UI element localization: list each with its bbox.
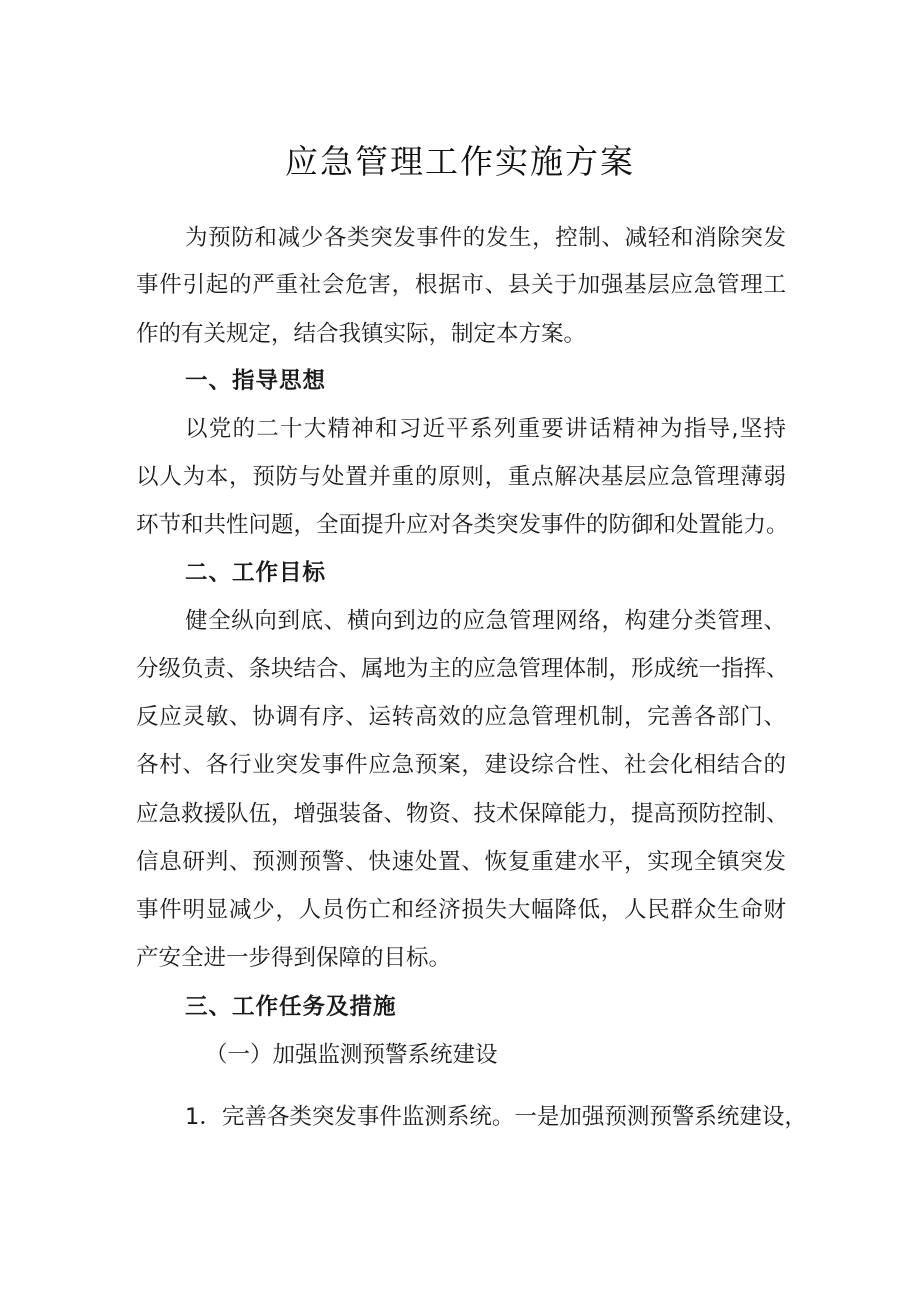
section2-line-1: 健全纵向到底、横向到边的应急管理网络，构建分类管理、	[185, 608, 786, 634]
item-1-line: 1．完善各类突发事件监测系统。一是加强预测预警系统建设，	[185, 1104, 807, 1130]
section1-line-1: 以党的二十大精神和习近平系列重要讲话精神为指导,坚持	[185, 416, 786, 442]
section2-line-5: 应急救援队伍，增强装备、物资、技术保障能力，提高预防控制、	[136, 801, 789, 827]
intro-line-2: 事件引起的严重社会危害，根据市、县关于加强基层应急管理工	[136, 272, 786, 298]
section2-line-2: 分级负责、条块结合、属地为主的应急管理体制，形成统一指挥、	[136, 656, 789, 682]
intro-line-1: 为预防和减少各类突发事件的发生，控制、减轻和消除突发	[185, 225, 786, 251]
subsection-heading-monitoring: （一）加强监测预警系统建设	[205, 1042, 498, 1068]
section2-line-6: 信息研判、预测预警、快速处置、恢复重建水平，实现全镇突发	[136, 849, 786, 875]
section1-line-2: 以人为本，预防与处置并重的原则，重点解决基层应急管理薄弱	[136, 464, 786, 490]
section2-line-8: 产安全进一步得到保障的目标。	[136, 945, 452, 971]
section2-line-4: 各村、各行业突发事件应急预案，建设综合性、社会化相结合的	[136, 752, 786, 778]
document-title: 应急管理工作实施方案	[285, 142, 635, 181]
section-heading-work-goals: 二、工作目标	[185, 560, 327, 586]
intro-line-3: 作的有关规定，结合我镇实际，制定本方案。	[136, 321, 587, 347]
section-heading-tasks-measures: 三、工作任务及措施	[185, 994, 397, 1020]
section2-line-7: 事件明显减少，人员伤亡和经济损失大幅降低，人民群众生命财	[136, 897, 786, 923]
section1-line-3: 环节和共性问题，全面提升应对各类突发事件的防御和处置能力。	[136, 512, 789, 538]
section2-line-3: 反应灵敏、协调有序、运转高效的应急管理机制，完善各部门、	[136, 704, 786, 730]
section-heading-guiding-ideology: 一、指导思想	[185, 368, 327, 394]
